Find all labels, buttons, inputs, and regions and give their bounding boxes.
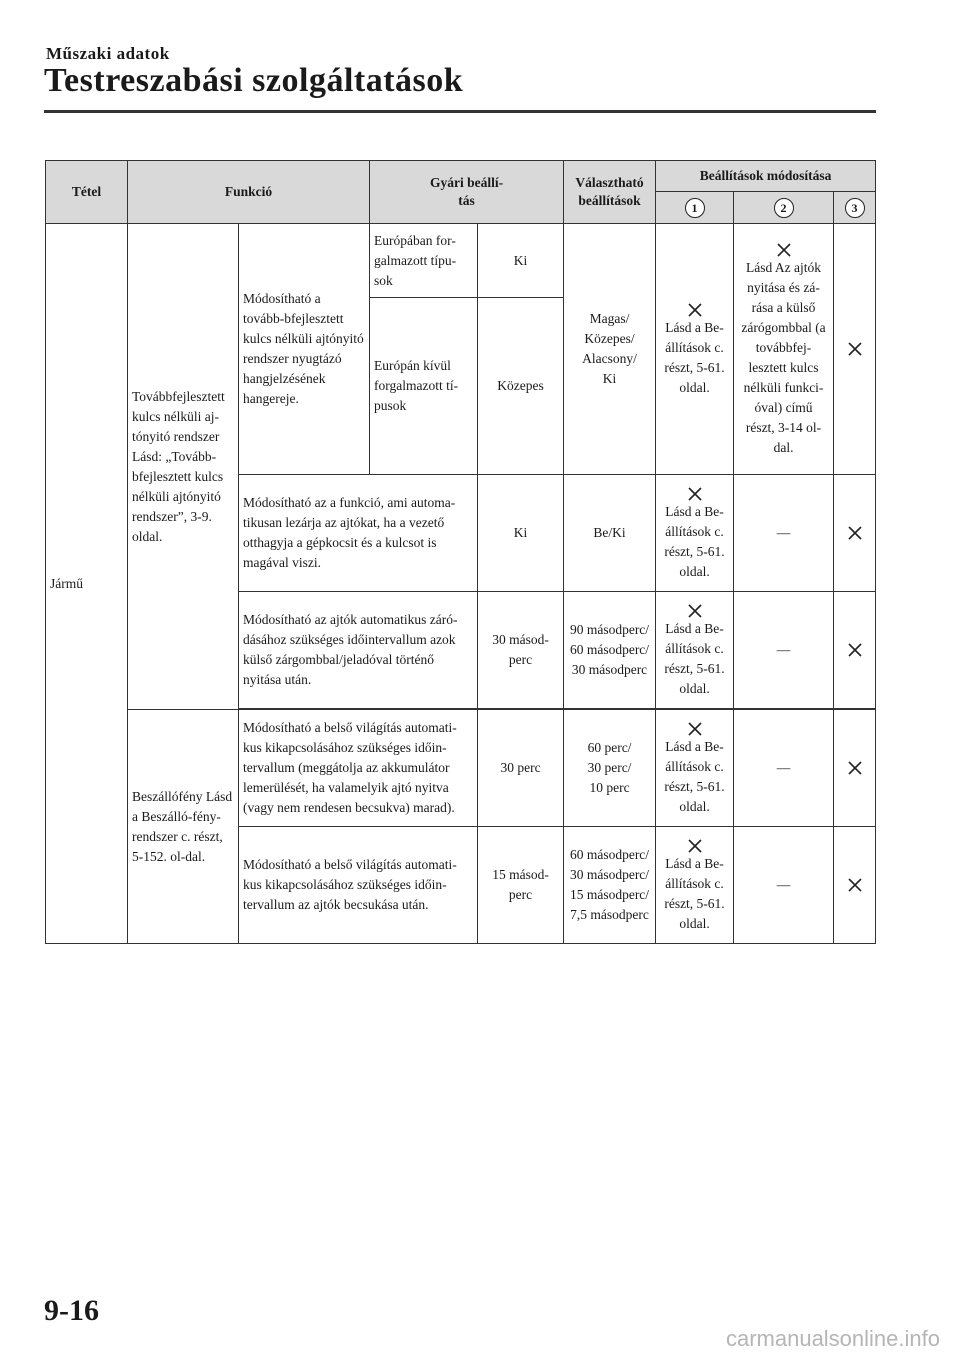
header-method-1 <box>656 192 734 224</box>
method2-relock-interval: — <box>734 592 834 709</box>
variant-outside-europe: Európán kívül forgalmazott tí-pusok <box>370 298 478 475</box>
method3-volume <box>834 224 876 475</box>
function-light-timeout-open: Módosítható a belső világítás automati-kus kikapcsolásához szükséges időin-tervallum (meggátolja az akkumulátor lemerülését, ha valamelyik ajtó nyitva (vagy nem rendesen becsukva) marad). <box>239 710 478 827</box>
method2-light-timeout-open: — <box>734 710 834 827</box>
function-buzzer-volume: Módosítható a tovább-bfejlesztett kulcs nélküli ajtónyitó rendszer nyugtázó hangjelzésének hangereje. <box>239 224 370 475</box>
function-relock-interval: Módosítható az ajtók automatikus záró-dásához szükséges időintervallum azok külső zárgombbal/jeladóval történő nyitása után. <box>239 592 478 709</box>
function-light-timeout-closed: Módosítható a belső világítás automati-kus kikapcsolásához szükséges időin-tervallum az ajtók becsukása után. <box>239 827 478 944</box>
method-2-badge: 2 <box>774 198 794 218</box>
watermark: carmanualsonline.info <box>725 1326 940 1351</box>
method2-light-timeout-closed: — <box>734 827 834 944</box>
cross-icon <box>847 760 863 776</box>
factory-light-timeout-closed: 15 másod-perc <box>478 827 564 944</box>
cross-icon <box>847 877 863 893</box>
method3-relock-interval <box>834 592 876 709</box>
cross-icon <box>687 721 703 737</box>
options-light-timeout-open: 60 perc/ 30 perc/ 10 perc <box>564 710 656 827</box>
cross-icon <box>687 603 703 619</box>
customization-table <box>45 160 876 944</box>
factory-auto-lock: Ki <box>478 475 564 592</box>
method1-light-timeout-closed: Lásd a Be-állítások c. részt, 5-61. oldal. <box>656 827 734 944</box>
header-method-2 <box>734 192 834 224</box>
feature-interior-light: Beszállófény Lásd a Beszálló-fény-rendszer c. részt, 5-152. ol-dal. <box>128 710 239 944</box>
method3-light-timeout-open <box>834 710 876 827</box>
method1-auto-lock: Lásd a Be-állítások c. részt, 5-61. oldal. <box>656 475 734 592</box>
options-relock-interval: 90 másodperc/ 60 másodperc/ 30 másodperc <box>564 592 656 709</box>
method2-auto-lock: — <box>734 475 834 592</box>
title-divider <box>44 110 876 113</box>
header-modify: Beállítások módosítása <box>656 161 876 192</box>
method1-relock-interval: Lásd a Be-állítások c. részt, 5-61. oldal. <box>656 592 734 709</box>
item-vehicle: Jármű <box>46 224 128 944</box>
options-volume: Magas/ Közepes/ Alacsony/ Ki <box>564 224 656 475</box>
header-options: Választható beállítások <box>564 161 656 224</box>
cross-icon <box>687 302 703 318</box>
page-title: Testreszabási szolgáltatások <box>44 62 464 99</box>
method3-light-timeout-closed <box>834 827 876 944</box>
cross-icon <box>687 486 703 502</box>
method1-light-timeout-open: Lásd a Be-állítások c. részt, 5-61. oldal. <box>656 710 734 827</box>
cross-icon <box>847 525 863 541</box>
header-function: Funkció <box>128 161 370 224</box>
header-item: Tétel <box>46 161 128 224</box>
function-auto-lock: Módosítható az a funkció, ami automa-tikusan lezárja az ajtókat, ha a vezető otthagyja a gépkocsit és a kulcsot is magával viszi. <box>239 475 478 592</box>
header-method-3 <box>834 192 876 224</box>
method2-volume: Lásd Az ajtók nyitása és zá-rása a külső zárógombbal (a továbbfej-lesztett kulcs nélküli funkci-óval) című részt, 3-14 ol-dal. <box>734 224 834 475</box>
cross-icon <box>847 642 863 658</box>
variant-europe: Európában for-galmazott típu-sok <box>370 224 478 298</box>
cross-icon <box>847 341 863 357</box>
factory-europe: Ki <box>478 224 564 298</box>
factory-light-timeout-open: 30 perc <box>478 710 564 827</box>
header-factory-setting: Gyári beállí-tás <box>370 161 564 224</box>
factory-outside-europe: Közepes <box>478 298 564 475</box>
method1-volume: Lásd a Be-állítások c. részt, 5-61. oldal. <box>656 224 734 475</box>
method-1-badge: 1 <box>685 198 705 218</box>
options-auto-lock: Be/Ki <box>564 475 656 592</box>
page-number: 9-16 <box>44 1294 99 1327</box>
method-3-badge: 3 <box>845 198 865 218</box>
cross-icon <box>776 242 792 258</box>
feature-keyless-entry: Továbbfejlesztett kulcs nélküli aj-tónyitó rendszer Lásd: „Tovább-bfejlesztett kulcs nélküli ajtónyitó rendszer”, 3-9. oldal. <box>128 224 239 710</box>
section-label: Műszaki adatok <box>46 44 170 63</box>
cross-icon <box>687 838 703 854</box>
options-light-timeout-closed: 60 másodperc/ 30 másodperc/ 15 másodperc/ 7,5 másodperc <box>564 827 656 944</box>
factory-relock-interval: 30 másod-perc <box>478 592 564 709</box>
method3-auto-lock <box>834 475 876 592</box>
